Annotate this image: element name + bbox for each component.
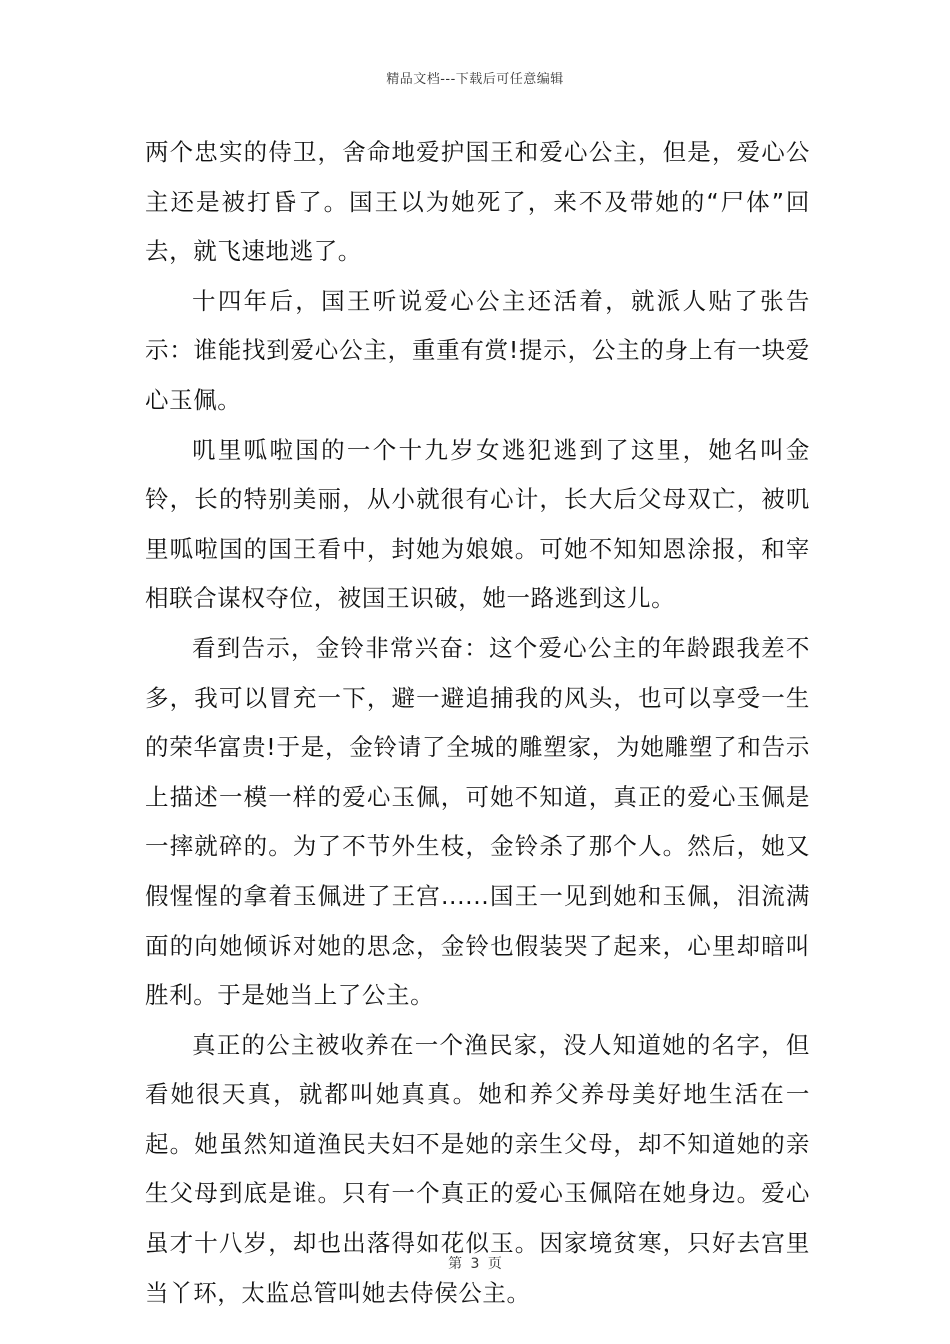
page-number: 3 — [470, 1256, 480, 1272]
paragraph-2: 十四年后，国王听说爱心公主还活着，就派人贴了张告示：谁能找到爱心公主，重重有赏!提示，公主的身上有一块爱心玉佩。 — [145, 286, 810, 414]
page-number-suffix: 页 — [487, 1256, 502, 1272]
page-number-prefix: 第 — [448, 1256, 463, 1272]
paragraph-3: 叽里呱啦国的一个十九岁女逃犯逃到了这里，她名叫金铃，长的特别美丽，从小就很有心计，长大后父母双亡，被叽里呱啦国的国王看中，封她为娘娘。可她不知知恩涂报，和宰相联合谋权夺位，被国王识破，她一路逃到这儿。 — [145, 435, 810, 613]
paragraph-5: 真正的公主被收养在一个渔民家，没人知道她的名字，但看她很天真，就都叫她真真。她和养父养母美好地生活在一起。她虽然知道渔民夫妇不是她的亲生父母，却不知道她的亲生父母到底是谁。只有一个真正的爱心玉佩陪在她身边。爱心虽才十八岁，却也出落得如花似玉。因家境贫寒，只好去宫里当丫环，太监总管叫她去侍侯公主。 — [145, 1030, 810, 1307]
page-footer — [0, 1253, 950, 1273]
paragraph-4: 看到告示，金铃非常兴奋：这个爱心公主的年龄跟我差不多，我可以冒充一下，避一避追捕我的风头，也可以享受一生的荣华富贵!于是，金铃请了全城的雕塑家，为她雕塑了和告示上描述一模一样的爱心玉佩，可她不知道，真正的爱心玉佩是一摔就碎的。为了不节外生枝，金铃杀了那个人。然后，她又假惺惺的拿着玉佩进了王宫......国王一见到她和玉佩，泪流满面的向她倾诉对她的思念，金铃也假装哭了起来，心里却暗叫胜利。于是她当上了公主。 — [145, 633, 810, 1010]
document-body — [145, 128, 810, 1318]
page-header: 精品文档---下载后可任意编辑 — [386, 72, 564, 87]
paragraph-1: 两个忠实的侍卫，舍命地爱护国王和爱心公主，但是，爱心公主还是被打昏了。国王以为她死了，来不及带她的“尸体”回去，就飞速地逃了。 — [145, 138, 810, 266]
